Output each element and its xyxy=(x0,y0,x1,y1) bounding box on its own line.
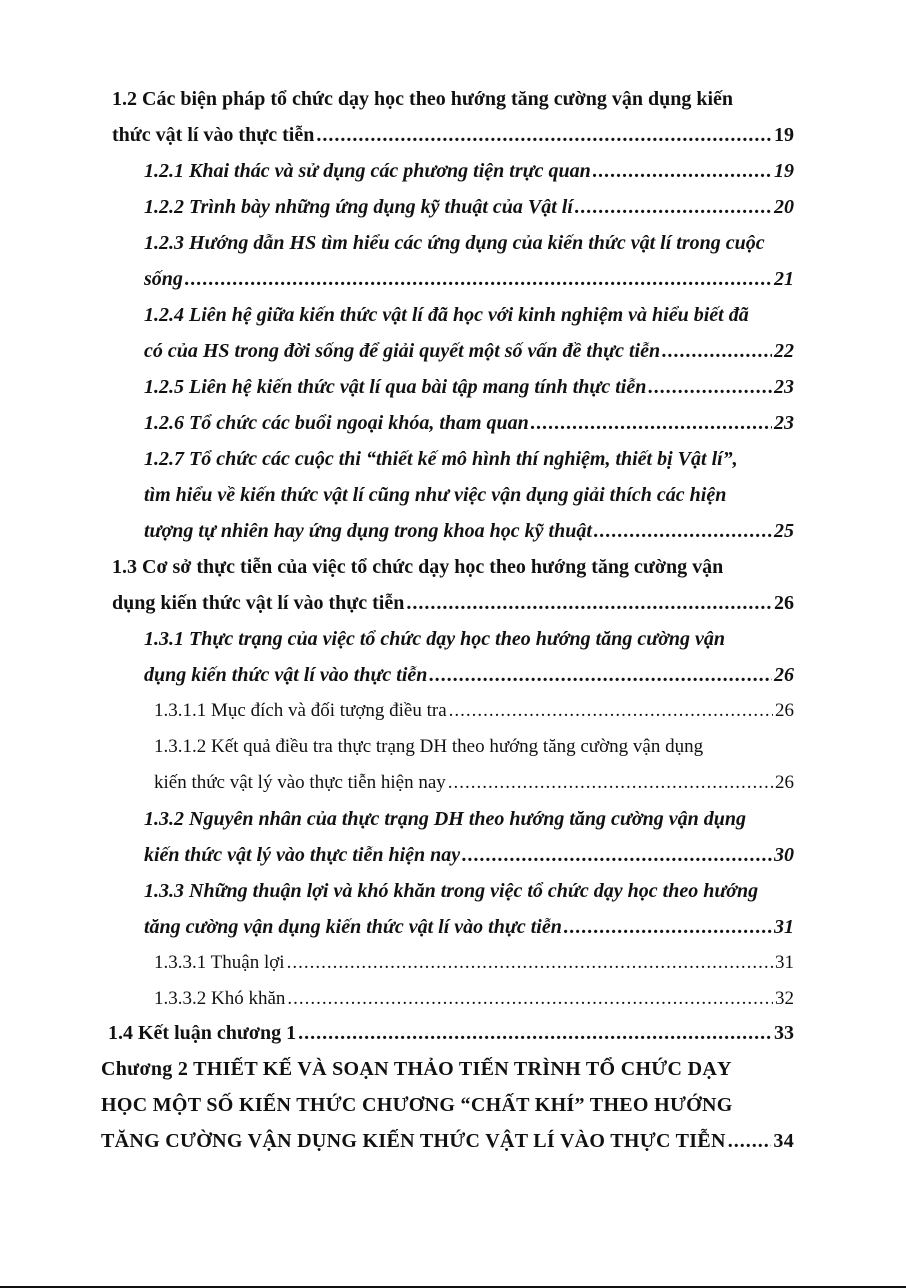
toc-entry-1-3-3-line-2[interactable]: tăng cường vận dụng kiến thức vật lí vào thực tiễn ..... 31 xyxy=(144,916,794,939)
toc-entry-1-3-3-2[interactable]: 1.3.3.2 Khó khăn ..... 32 xyxy=(154,988,794,1010)
leader-dots xyxy=(448,772,773,794)
toc-entry-1-2-3-line-2[interactable]: sống ..... 21 xyxy=(144,268,794,291)
leader-dots xyxy=(449,700,773,722)
leader-dots xyxy=(648,376,772,399)
leader-dots xyxy=(728,1130,772,1153)
leader-dots xyxy=(287,988,773,1010)
leader-dots xyxy=(298,1022,772,1045)
page-number: 32 xyxy=(775,988,794,1009)
page-number: 23 xyxy=(774,412,794,434)
toc-entry-1-2-6[interactable]: 1.2.6 Tổ chức các buổi ngoại khóa, tham quan ..... 23 xyxy=(144,412,794,435)
page-number: 34 xyxy=(773,1130,794,1152)
leader-dots xyxy=(662,340,772,363)
toc-chapter-2-line-2: HỌC MỘT SỐ KIẾN THỨC CHƯƠNG “CHẤT KHÍ” THEO HƯỚNG xyxy=(101,1094,733,1116)
leader-dots xyxy=(406,592,772,615)
page-number: 30 xyxy=(774,844,794,866)
leader-dots xyxy=(429,664,772,687)
page-number: 33 xyxy=(774,1022,794,1044)
leader-dots xyxy=(593,160,772,183)
toc-entry-1-3-1-2-line-2[interactable]: kiến thức vật lý vào thực tiễn hiện nay ..... 26 xyxy=(154,772,794,794)
toc-entry-1-3-1-1[interactable]: 1.3.1.1 Mục đích và đối tượng điều tra ..... 26 xyxy=(154,700,794,722)
leader-dots xyxy=(185,268,772,291)
leader-dots xyxy=(287,952,773,974)
leader-dots xyxy=(316,124,772,147)
toc-entry-1-2-5[interactable]: 1.2.5 Liên hệ kiến thức vật lí qua bài tập mang tính thực tiễn ..... 23 xyxy=(144,376,794,399)
toc-entry-1-3-line-2[interactable]: dụng kiến thức vật lí vào thực tiễn ..... 26 xyxy=(112,592,794,615)
toc-entry-1-2-2[interactable]: 1.2.2 Trình bày những ứng dụng kỹ thuật của Vật lí ..... 20 xyxy=(144,196,794,219)
toc-entry-1-2-7-line-3[interactable]: tượng tự nhiên hay ứng dụng trong khoa học kỹ thuật ..... 25 xyxy=(144,520,794,543)
toc-entry-1-3-3-1[interactable]: 1.3.3.1 Thuận lợi ..... 31 xyxy=(154,952,794,974)
toc-entry-1-2-3-line-1: 1.2.3 Hướng dẫn HS tìm hiểu các ứng dụng của kiến thức vật lí trong cuộc xyxy=(144,232,765,254)
page-number: 21 xyxy=(774,268,794,290)
toc-entry-1-2-line-1: 1.2 Các biện pháp tổ chức dạy học theo hướng tăng cường vận dụng kiến xyxy=(112,88,734,110)
page-number: 23 xyxy=(774,376,794,398)
page-number: 26 xyxy=(775,772,794,793)
toc-entry-1-3-2-line-2[interactable]: kiến thức vật lý vào thực tiễn hiện nay ..... 30 xyxy=(144,844,794,867)
toc-entry-1-2-4-line-2[interactable]: có của HS trong đời sống để giải quyết một số vấn đề thực tiễn ..... 22 xyxy=(144,340,794,363)
toc-entry-1-3-1-line-2[interactable]: dụng kiến thức vật lí vào thực tiễn ..... 26 xyxy=(144,664,794,687)
leader-dots xyxy=(462,844,772,867)
toc-entry-1-4[interactable]: 1.4 Kết luận chương 1 ..... 33 xyxy=(108,1022,794,1045)
toc-entry-1-2-1[interactable]: 1.2.1 Khai thác và sử dụng các phương tiện trực quan ..... 19 xyxy=(144,160,794,183)
page-number: 31 xyxy=(775,952,794,973)
toc-entry-1-3-line-1: 1.3 Cơ sở thực tiễn của việc tổ chức dạy học theo hướng tăng cường vận xyxy=(112,556,724,578)
leader-dots xyxy=(564,916,772,939)
toc-chapter-2-line-3[interactable]: TĂNG CƯỜNG VẬN DỤNG KIẾN THỨC VẬT LÍ VÀO THỰC TIỄN ..... 34 xyxy=(101,1130,794,1153)
toc-entry-1-3-1-line-1: 1.3.1 Thực trạng của việc tổ chức dạy học theo hướng tăng cường vận xyxy=(144,628,726,650)
page-number: 22 xyxy=(774,340,794,362)
toc-entry-1-2-7-line-1: 1.2.7 Tổ chức các cuộc thi “thiết kế mô hình thí nghiệm, thiết bị Vật lí”, xyxy=(144,448,738,470)
page-number: 19 xyxy=(774,160,794,182)
toc-entry-1-2-4-line-1: 1.2.4 Liên hệ giữa kiến thức vật lí đã học với kinh nghiệm và hiểu biết đã xyxy=(144,304,749,326)
toc-entry-1-2-7-line-2: tìm hiểu về kiến thức vật lí cũng như việc vận dụng giải thích các hiện xyxy=(144,484,727,506)
page-number: 20 xyxy=(774,196,794,218)
leader-dots xyxy=(531,412,772,435)
leader-dots xyxy=(575,196,772,219)
page-number: 31 xyxy=(774,916,794,938)
page-number: 19 xyxy=(774,124,794,146)
toc-entry-1-2-line-2[interactable]: thức vật lí vào thực tiễn ..... 19 xyxy=(112,124,794,147)
toc-entry-1-3-2-line-1: 1.3.2 Nguyên nhân của thực trạng DH theo hướng tăng cường vận dụng xyxy=(144,808,746,830)
page-number: 25 xyxy=(774,520,794,542)
leader-dots xyxy=(594,520,772,543)
toc-entry-1-3-3-line-1: 1.3.3 Những thuận lợi và khó khăn trong việc tổ chức dạy học theo hướng xyxy=(144,880,759,902)
toc-entry-1-3-1-2-line-1: 1.3.1.2 Kết quả điều tra thực trạng DH theo hướng tăng cường vận dụng xyxy=(154,736,704,757)
page-number: 26 xyxy=(774,592,794,614)
page-number: 26 xyxy=(774,664,794,686)
page-number: 26 xyxy=(775,700,794,721)
toc-chapter-2-line-1: Chương 2 THIẾT KẾ VÀ SOẠN THẢO TIẾN TRÌNH TỔ CHỨC DẠY xyxy=(101,1058,732,1080)
